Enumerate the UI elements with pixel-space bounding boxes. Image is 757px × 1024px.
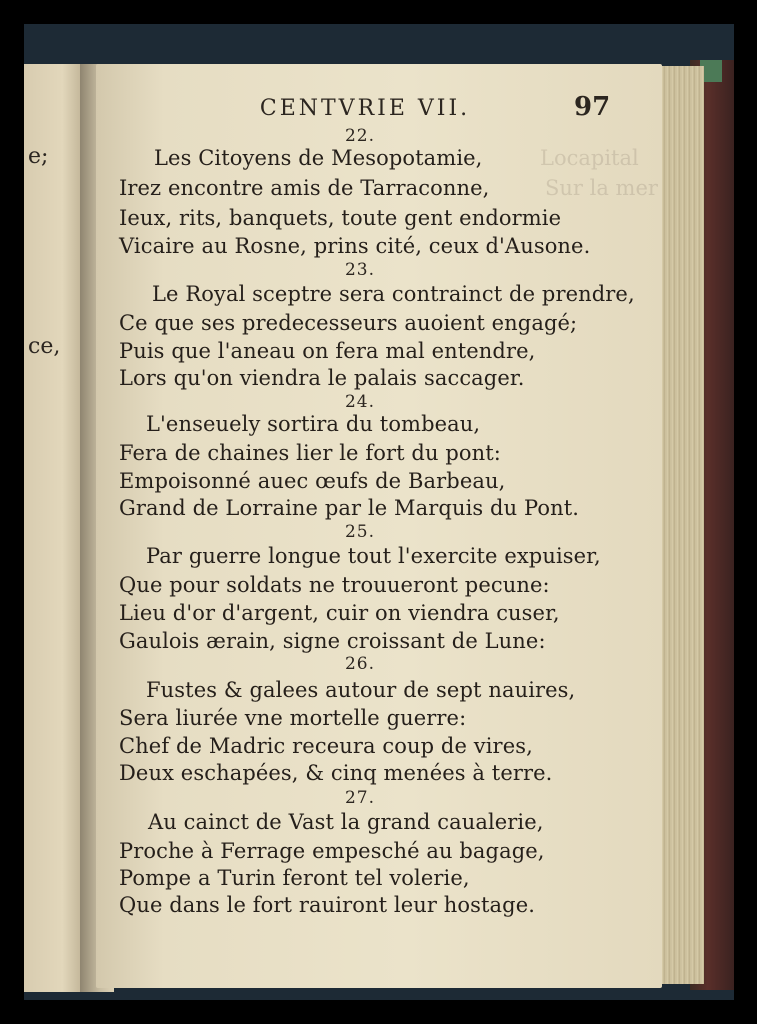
verse-line: Proche à Ferrage empesché au bagage,: [119, 839, 545, 863]
verse-line: Que dans le fort rauiront leur hostage.: [119, 893, 536, 917]
show-through-text: Locapital: [540, 146, 639, 170]
verse-line: Vicaire au Rosne, prins cité, ceux d'Ausone.: [119, 234, 591, 258]
verse-line: Que pour soldats ne trouueront pecune:: [119, 573, 550, 597]
stanza-number: 26.: [344, 654, 376, 674]
page-header: CENTVRIE VII.: [259, 96, 471, 121]
stanza-number: 25.: [344, 522, 376, 542]
verse-line: Grand de Lorraine par le Marquis du Pont.: [119, 496, 580, 520]
verse-line: Fustes & galees autour de sept nauires,: [146, 678, 576, 702]
verse-line: Irez encontre amis de Tarraconne,: [119, 176, 490, 200]
verse-line: Le Royal sceptre sera contrainct de prendre,: [152, 282, 635, 306]
verse-line: Par guerre longue tout l'exercite expuiser,: [146, 544, 601, 568]
stanza-number: 23.: [344, 260, 376, 280]
verse-line: L'enseuely sortira du tombeau,: [146, 412, 481, 436]
verse-line: Empoisonné auec œufs de Barbeau,: [119, 469, 506, 493]
page-stack-edge: [655, 66, 704, 984]
verse-line: Au cainct de Vast la grand caualerie,: [148, 810, 544, 834]
verse-line: Chef de Madric receura coup de vires,: [119, 734, 533, 758]
verse-line: Lieu d'or d'argent, cuir on viendra cuser,: [119, 601, 560, 625]
show-through-text: Sur la mer: [545, 176, 658, 200]
page-number: 97: [574, 92, 611, 122]
verse-line: Pompe a Turin feront tel volerie,: [119, 866, 470, 890]
left-page: [24, 64, 88, 992]
verse-line: Les Citoyens de Mesopotamie,: [154, 146, 483, 170]
left-page-fragment: ce,: [28, 334, 61, 359]
left-page-fragment: e;: [28, 144, 49, 169]
verse-line: Ieux, rits, banquets, toute gent endormie: [119, 206, 562, 230]
verse-line: Fera de chaines lier le fort du pont:: [119, 441, 501, 465]
verse-line: Sera liurée vne mortelle guerre:: [119, 706, 467, 730]
verse-line: Puis que l'aneau on fera mal entendre,: [119, 339, 536, 363]
verse-line: Lors qu'on viendra le palais saccager.: [119, 366, 525, 390]
stanza-number: 24.: [344, 392, 376, 412]
stanza-number: 27.: [344, 788, 376, 808]
verse-line: Gaulois ærain, signe croissant de Lune:: [119, 629, 546, 653]
verse-line: Deux eschapées, & cinq menées à terre.: [119, 761, 553, 785]
stanza-number: 22.: [344, 126, 376, 146]
verse-line: Ce que ses predecesseurs auoient engagé;: [119, 311, 578, 335]
